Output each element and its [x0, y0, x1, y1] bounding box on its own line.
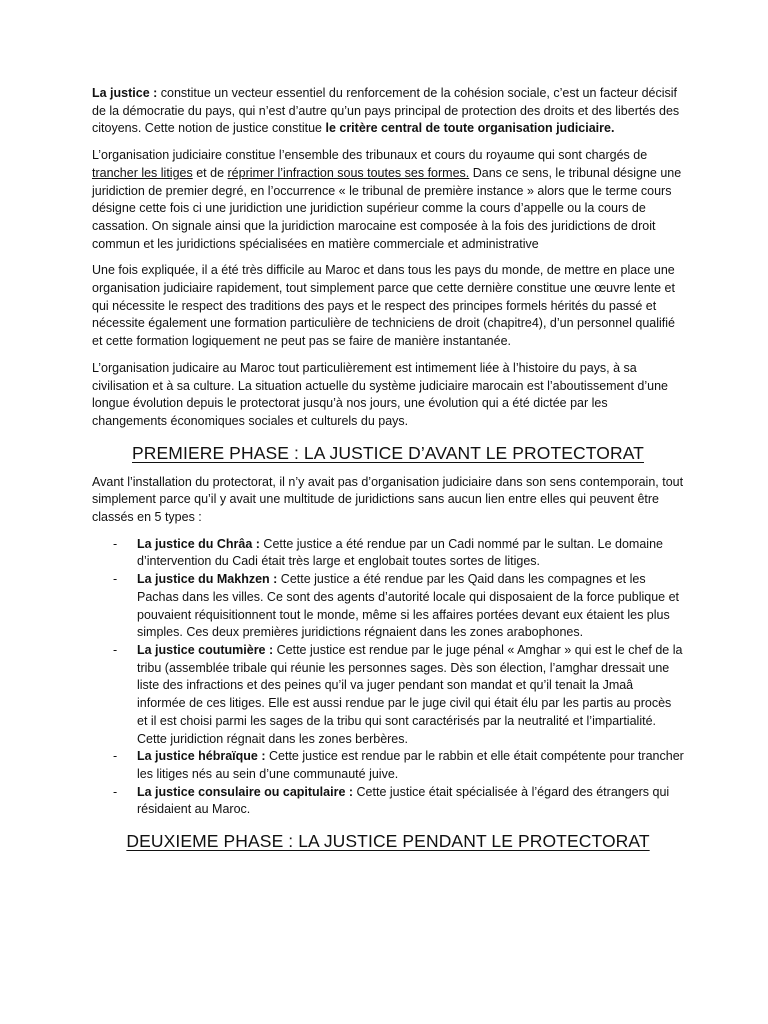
list-bullet: -	[113, 642, 118, 657]
intro-paragraph-2-b: et de	[192, 165, 228, 180]
intro-paragraph-1-bold-end: le critère central de toute organisation judiciaire.	[325, 121, 615, 136]
list-item-text: Cette justice est rendue par le juge pénal « Amghar » qui est le chef de la tribu (assemblée tribale qui réunie les personnes sages. Dès son élection, l’amghar dressait une liste des infractions et des peines qu’il va juger pendant son mandat et qu’il tenait la Jmaâ informée de ces litiges. Elle est aussi rendue par le juge civil qui était élu par les partis au procès et il est choisi parmi les sages de la tribu qui sont caractérisés par la neutralité et l’impartialité. Cette juridiction régnait dans les zones berbères.	[137, 642, 683, 746]
list-bullet: -	[113, 536, 118, 551]
intro-paragraph-4: L’organisation judicaire au Maroc tout particulièrement est intimement liée à l’histoire du pays, à sa civilisation et à sa culture. La situation actuelle du système judiciaire marocain est l’aboutissement d’une longue évolution depuis le protectorat jusqu’à nos jours, une évolution qui a été dictée par les changements économiques sociales et culturels du pays.	[92, 360, 668, 428]
document-page	[92, 85, 684, 862]
list-item-hebraique	[92, 748, 684, 783]
list-bullet: -	[113, 749, 118, 764]
intro-paragraph-1-text: constitue un vecteur essentiel du renforcement de la cohésion sociale, c’est un facteur décisif de la démocratie du pays, qui n’est d’autre qu’un pays principal de protection des droits et des libertés des citoyens. Cette notion de justice constitue	[92, 86, 680, 136]
list-item-text: Cette justice est rendue par le rabbin et elle était compétente pour trancher les litiges nés au sein d’une communauté juive.	[137, 749, 684, 781]
phase1-intro: Avant l’installation du protectorat, il n’y avait pas d’organisation judiciaire dans son sens contemporain, tout simplement parce qu’il y avait une multitude de juridictions sans aucun lien entre elles qui peuvent être classés en 5 types :	[92, 474, 684, 525]
intro-paragraph-2-a: L’organisation judiciaire constitue l’ensemble des tribunaux et cours du royaume qui sont chargés de	[92, 148, 648, 163]
list-item-term: La justice hébraïque :	[137, 749, 266, 764]
list-bullet: -	[113, 784, 118, 799]
list-item-consulaire	[92, 784, 684, 819]
underlined-reprimer-infraction: réprimer l’infraction sous toutes ses formes.	[227, 165, 470, 180]
list-item-term: La justice du Makhzen :	[137, 572, 278, 587]
intro-paragraph-1	[92, 85, 684, 138]
list-item-makhzen	[92, 571, 684, 642]
list-item-term: La justice coutumière :	[137, 642, 274, 657]
list-item-text: Cette justice était spécialisée à l’égard des étrangers qui résidaient au Maroc.	[137, 784, 670, 817]
intro-paragraph-3: Une fois expliquée, il a été très difficile au Maroc et dans tous les pays du monde, de mettre en place une organisation judiciaire rapidement, tout simplement parce que cette dernière constitue une œuvre lente et qui nécessite le respect des traditions des pays et le respect des principes formels hérités du passé et nécessite également une formation particulière de techniciens de droit (chapitre4), d’un personnel qualifié et cette formation logiquement ne peut pas se faire de manière instantanée.	[92, 263, 675, 349]
list-item-term: La justice consulaire ou capitulaire :	[137, 784, 354, 799]
list-item-term: La justice du Chrâa :	[137, 536, 260, 551]
heading-deuxieme-phase: DEUXIEME PHASE : LA JUSTICE PENDANT LE PROTECTORAT	[126, 831, 650, 852]
list-item-coutumiere	[92, 642, 684, 748]
intro-paragraph-2	[92, 147, 684, 253]
list-item-chraa	[92, 536, 684, 571]
heading-premiere-phase: PREMIERE PHASE : LA JUSTICE D’AVANT LE PROTECTORAT	[132, 442, 644, 463]
term-la-justice: La justice :	[92, 86, 158, 100]
intro-paragraph-2-c: Dans ce sens, le tribunal désigne une juridiction de premier degré, en l’occurrence « le tribunal de première instance » alors que le terme cours désigne cette fois ci une juridiction une juridiction supérieur comme la cours d’appelle ou la cours de cassation. On signale ainsi que la juridiction marocaine est composée à la fois des juridictions de droit commun et les juridictions spécialisées en matière commerciale et administrative	[92, 165, 682, 251]
list-item-text: Cette justice a été rendue par un Cadi nommé par le sultan. Le domaine d’intervention du Cadi était très large et englobait toutes sortes de litiges.	[137, 536, 663, 569]
justice-types-list	[92, 536, 684, 819]
underlined-trancher-les-litiges: trancher les litiges	[92, 165, 193, 180]
list-item-text: Cette justice a été rendue par les Qaid dans les compagnes et les Pachas dans les villes. Ce sont des agents d’autorité locale qui disposaient de la force publique et pouvaient réquisitionnent tout le monde, même si les affaires portées devant eux étaient les plus simples. Ces deux premières juridictions régnaient dans les zones arabophones.	[137, 572, 680, 640]
list-bullet: -	[113, 572, 118, 587]
